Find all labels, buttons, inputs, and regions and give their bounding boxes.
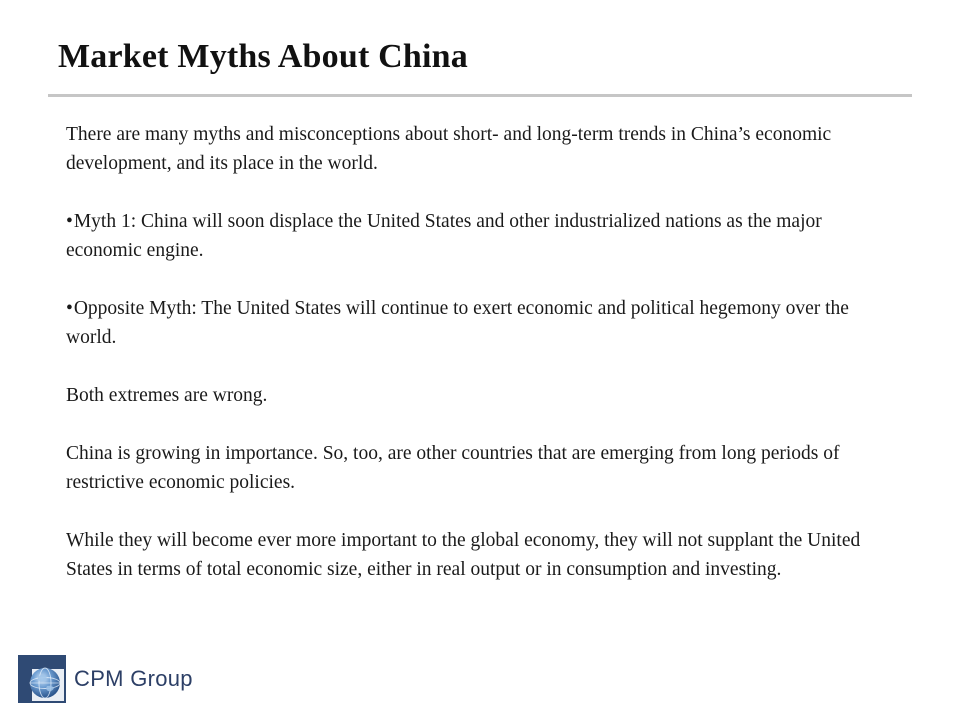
conclusion-paragraph: Both extremes are wrong. <box>66 385 268 406</box>
growth-paragraph: China is growing in importance. So, too, are other countries that are emerging from long periods of restrictive economic policies. <box>66 443 840 493</box>
title-divider <box>48 94 912 97</box>
bullet-icon: • <box>66 298 73 319</box>
intro-paragraph: There are many myths and misconceptions about short- and long-term trends in China’s economic development, and its place in the world. <box>66 124 832 174</box>
slide-title: Market Myths About China <box>58 38 468 75</box>
bullet-myth-1 <box>66 207 896 265</box>
opposite-myth-text: Opposite Myth: The United States will continue to exert economic and political hegemony over the world. <box>66 298 849 348</box>
cpm-group-logo <box>18 654 193 704</box>
bullet-icon: • <box>66 211 73 232</box>
slide-body <box>66 120 896 584</box>
globe-square-icon <box>18 655 66 703</box>
logo-text: CPM Group <box>74 666 193 691</box>
closing-paragraph: While they will become ever more important to the global economy, they will not supplant the United States in terms of total economic size, either in real output or in consumption and investing. <box>66 530 861 580</box>
bullet-opposite-myth <box>66 294 896 352</box>
myth-1-text: Myth 1: China will soon displace the United States and other industrialized nations as the major economic engine. <box>66 211 822 261</box>
